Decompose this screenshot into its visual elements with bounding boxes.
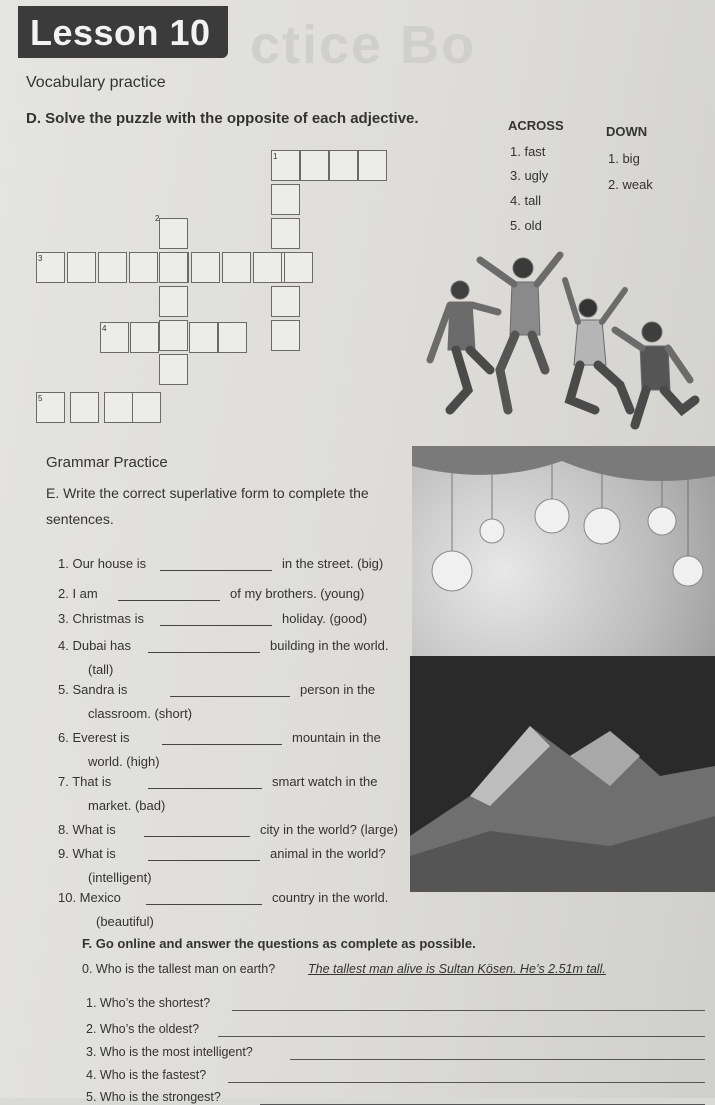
crossword-clue-number: 2 [155,214,160,223]
sentence-start: 3. Christmas is [58,611,144,626]
answer-line[interactable] [290,1059,705,1060]
answer-blank[interactable] [146,904,262,905]
crossword-cell[interactable] [191,252,220,283]
online-question: 5. Who is the strongest? [86,1090,221,1104]
across-clue: 1. fast [510,144,546,159]
crossword-cell[interactable] [70,392,99,423]
crossword-cell[interactable] [329,150,358,181]
sentence-end: building in the world. [270,638,389,653]
vocabulary-heading: Vocabulary practice [26,74,166,91]
crossword-cell[interactable] [271,320,300,351]
answer-blank[interactable] [148,652,260,653]
crossword-cell[interactable] [271,184,300,215]
sentence-continuation: market. (bad) [88,798,166,813]
answer-blank[interactable] [148,788,262,789]
crossword-cell[interactable] [218,322,247,353]
sentence-end: in the street. (big) [282,556,384,571]
crossword-cell[interactable] [130,322,159,353]
sentence-end: smart watch in the [272,774,378,789]
down-clue: 2. weak [608,177,653,192]
online-question: 2. Who’s the oldest? [86,1022,200,1036]
crossword-clue-number: 4 [102,324,107,333]
answer-blank[interactable] [118,600,220,601]
sentence-start: 7. That is [58,774,112,789]
sentence-start: 9. What is [58,846,116,861]
grammar-heading: Grammar Practice [46,454,168,471]
answer-blank[interactable] [144,836,250,837]
christmas-ornaments-photo [412,446,715,656]
sentence-start: 5. Sandra is [58,682,128,697]
sentence-continuation: (tall) [88,662,114,677]
online-question: 4. Who is the fastest? [86,1068,207,1082]
sentence-end: holiday. (good) [282,611,368,626]
example-answer: The tallest man alive is Sultan Kösen. He’s 2.51m tall. [308,962,606,976]
sentence-start: 4. Dubai has [58,638,131,653]
crossword-cell[interactable] [98,252,127,283]
crossword-cell[interactable] [253,252,282,283]
sentence-end: city in the world? (large) [260,822,398,837]
sentence-start: 8. What is [58,822,116,837]
crossword-cell[interactable] [189,322,218,353]
sentence-start: 6. Everest is [58,730,130,745]
task-d-instruction: D. Solve the puzzle with the opposite of each adjective. [26,110,419,127]
answer-line[interactable] [228,1082,705,1083]
across-clue: 4. tall [510,193,542,208]
mountain-photo [410,656,715,892]
crossword-cell[interactable] [159,252,188,283]
task-e-instruction: E. Write the correct superlative form to complete the sentences. [46,485,369,527]
crossword-cell[interactable] [159,218,188,249]
crossword-clue-number: 3 [38,254,43,263]
lesson-title: Lesson 10 [30,12,211,53]
crossword-cell[interactable] [159,286,188,317]
answer-blank[interactable] [162,744,282,745]
sentence-end: mountain in the [292,730,381,745]
sentence-continuation: (intelligent) [88,870,152,885]
sentence-start: 10. Mexico [58,890,121,905]
jumping-people-illustration [420,250,710,440]
sentence-end: person in the [300,682,376,697]
sentence-continuation: classroom. (short) [88,706,193,721]
across-heading: ACROSS [508,118,564,133]
crossword-cell[interactable] [222,252,251,283]
sentence-start: 1. Our house is [58,556,147,571]
sentence-end: country in the world. [272,890,389,905]
sentence-end: animal in the world? [270,846,386,861]
task-f-instruction: F. Go online and answer the questions as complete as possible. [82,936,476,951]
watermark-text: ctice Bo [250,15,477,75]
crossword-cell[interactable] [67,252,96,283]
down-clue: 1. big [608,151,640,166]
crossword-cell[interactable] [132,392,161,423]
down-heading: DOWN [606,124,648,139]
crossword-cell[interactable] [104,392,133,423]
answer-blank[interactable] [160,625,272,626]
across-clue: 3. ugly [510,168,549,183]
crossword-cell[interactable] [271,218,300,249]
crossword-cell[interactable] [300,150,329,181]
answer-blank[interactable] [148,860,260,861]
across-clue: 5. old [510,218,542,233]
crossword-clue-number: 5 [38,394,43,403]
crossword-cell[interactable] [129,252,158,283]
example-question: 0. Who is the tallest man on earth? [82,962,276,976]
crossword-cell[interactable] [271,286,300,317]
crossword-cell[interactable] [358,150,387,181]
answer-line[interactable] [232,1010,705,1011]
sentence-start: 2. I am [58,586,98,601]
sentence-end: of my brothers. (young) [230,586,365,601]
answer-line[interactable] [218,1036,705,1037]
crossword-cell[interactable] [284,252,313,283]
answer-blank[interactable] [170,696,290,697]
online-question: 3. Who is the most intelligent? [86,1045,253,1059]
crossword-cell[interactable] [159,354,188,385]
answer-blank[interactable] [160,570,272,571]
online-question: 1. Who’s the shortest? [86,996,211,1010]
crossword-clue-number: 1 [273,152,278,161]
sentence-continuation: world. (high) [88,754,160,769]
crossword-cell[interactable] [159,320,188,351]
sentence-continuation: (beautiful) [96,914,154,929]
